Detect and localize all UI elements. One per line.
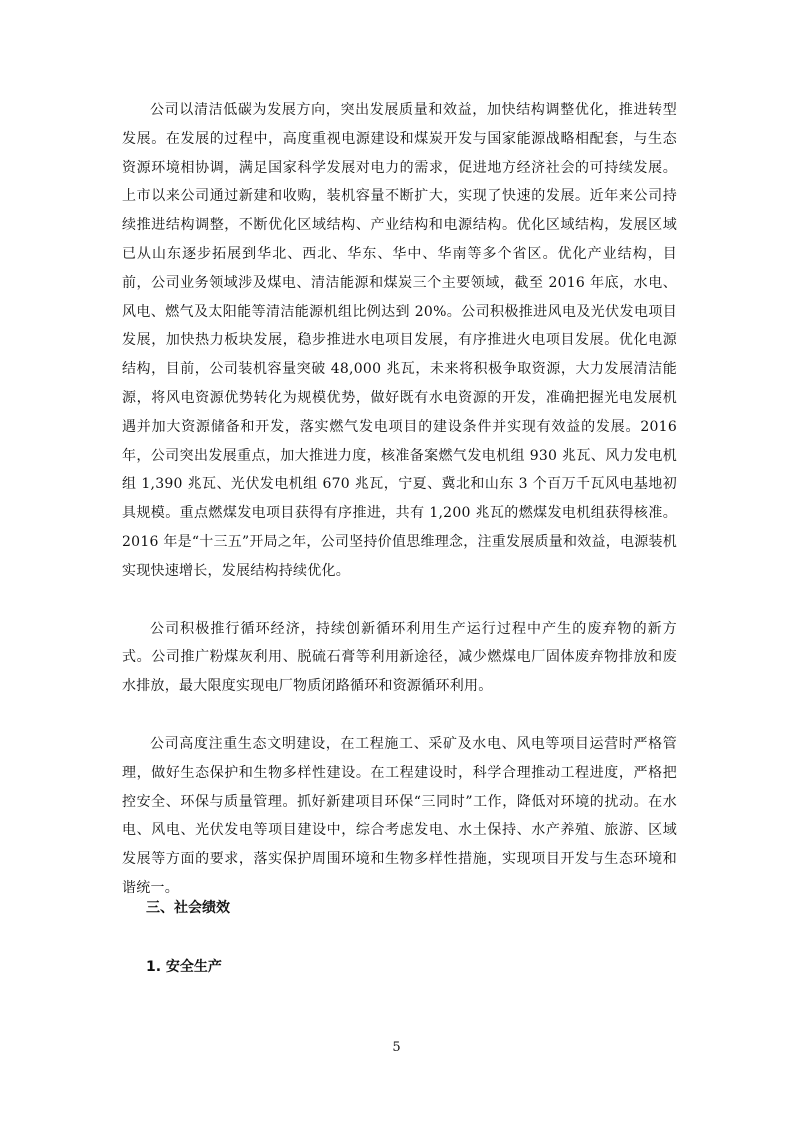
section-heading: 三、社会绩效 (146, 900, 230, 916)
paragraph-circular-economy: 公司积极推行循环经济，持续创新循环利用生产运行过程中产生的废弃物的新方式。公司推广粉煤灰利用、脱硫石膏等利用新途径，减少燃煤电厂固体废弃物排放和废水排放，最大限度实现电厂物质闭路循环和资源循环利用。 (122, 620, 677, 695)
subsection-heading: 1. 安全生产 (146, 959, 222, 975)
body-text (122, 96, 677, 903)
paragraph-development: 公司以清洁低碳为发展方向，突出发展质量和效益，加快结构调整优化，推进转型发展。在发展的过程中，高度重视电源建设和煤炭开发与国家能源战略相配套，与生态资源环境相协调，满足国家科学发展对电力的需求，促进地方经济社会的可持续发展。上市以来公司通过新建和收购，装机容量不断扩大，实现了快速的发展。近年来公司持续推进结构调整，不断优化区域结构、产业结构和电源结构。优化区域结构，发展区域已从山东逐步拓展到华北、西北、华东、华中、华南等多个省区。优化产业结构，目前，公司业务领域涉及煤电、清洁能源和煤炭三个主要领域，截至 2016 年底，水电、风电、燃气及太阳能等清洁能源机组比例达到 20%。公司积极推进风电及光伏发电项目发展，加快热力板块发展，稳步推进水电项目发展，有序推进火电项目发展。优化电源结构，目前，公司装机容量突破 48,000 兆瓦，未来将积极争取资源，大力发展清洁能源，将风电资源优势转化为规模优势，做好既有水电资源的开发，准确把握光电发展机遇并加大资源储备和开发，落实燃气发电项目的建设条件并实现有效益的发展。2016 年，公司突出发展重点，加大推进力度，核准备案燃气发电机组 930 兆瓦、风力发电机组 1,390 兆瓦、光伏发电机组 670 兆瓦，宁夏、冀北和山东 3 个百万千瓦风电基地初具规模。重点燃煤发电项目获得有序推进，共有 1,200 兆瓦的燃煤发电机组获得核准。2016 年是“十三五”开局之年，公司坚持价值思维理念，注重发展质量和效益，电源装机实现快速增长，发展结构持续优化。 (122, 102, 677, 579)
paragraph-ecology: 公司高度注重生态文明建设，在工程施工、采矿及水电、风电等项目运营时严格管理，做好生态保护和生物多样性建设。在工程建设时，科学合理推动工程进度，严格把控安全、环保与质量管理。抓好新建项目环保“三同时”工作，降低对环境的扰动。在水电、风电、光伏发电等项目建设中，综合考虑发电、水土保持、水产养殖、旅游、区域发展等方面的要求，落实保护周围环境和生物多样性措施，实现项目开发与生态环境和谐统一。 (122, 735, 677, 896)
page-number: 5 (392, 1040, 401, 1055)
